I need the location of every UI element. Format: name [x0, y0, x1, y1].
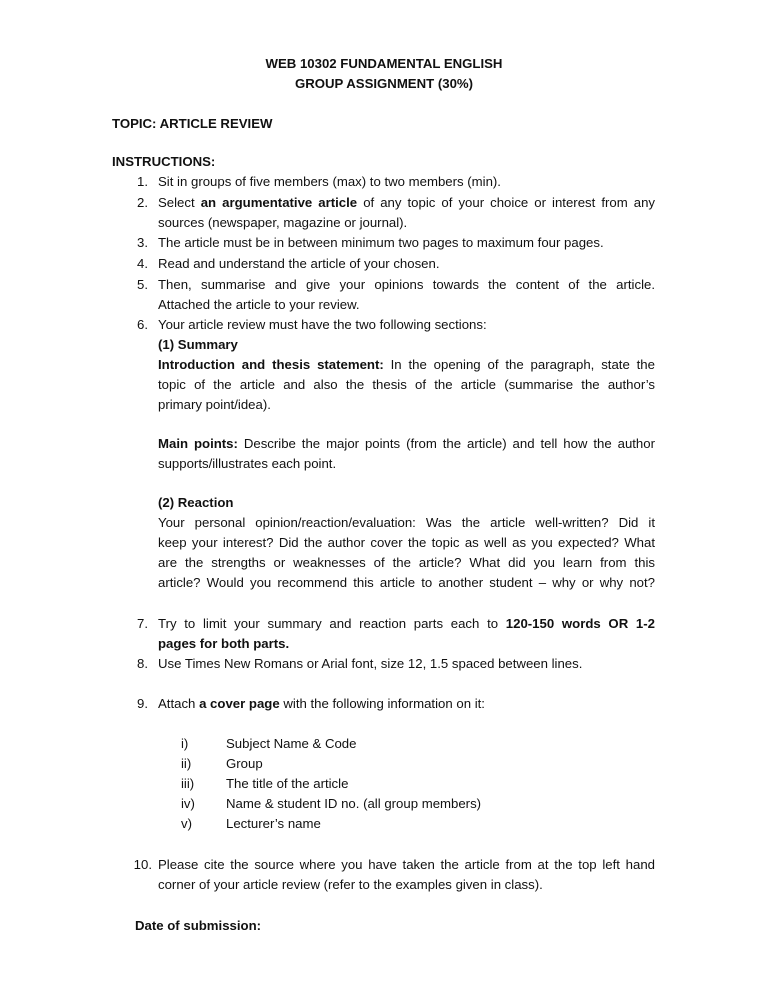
- item-2-bold: an argumentative article: [200, 195, 358, 210]
- cover-list-item: Subject Name & Code: [226, 736, 357, 751]
- instruction-item-1: Sit in groups of five members (max) to two members (min).: [158, 174, 501, 189]
- reaction-line-3: are the strengths or weaknesses of the article? What did you learn from this: [158, 555, 655, 570]
- course-title: WEB 10302 FUNDAMENTAL ENGLISH: [265, 56, 503, 71]
- instruction-item-4: Read and understand the article of your chosen.: [158, 256, 440, 271]
- reaction-line-2: keep your interest? Did the author cover the topic as well as you expected? What: [158, 535, 655, 550]
- instruction-item-2: [158, 193, 655, 213]
- intro-paragraph-line-1: [158, 355, 655, 375]
- cover-list-item: Name & student ID no. (all group members): [226, 796, 482, 811]
- instruction-item-9: [158, 694, 485, 714]
- item-2-text-b: of any topic of your choice or interest from any: [357, 195, 655, 210]
- item-number: 5.: [137, 277, 148, 292]
- instruction-item-5: Then, summarise and give your opinions towards the content of the article.: [158, 277, 655, 292]
- item-9-bold: a cover page: [199, 696, 280, 711]
- cover-list-item: The title of the article: [226, 776, 349, 791]
- item-7-bold: 120-150 words OR 1-2: [505, 616, 655, 631]
- item-number: 1.: [137, 174, 148, 189]
- main-points-text: Describe the major points (from the article) and tell how the author: [237, 436, 655, 451]
- reaction-line-4: article? Would you recommend this article to another student – why or why not?: [158, 575, 655, 590]
- reaction-line-1: Your personal opinion/reaction/evaluation: Was the article well-written? Did it: [158, 515, 655, 530]
- item-9-text-b: with the following information on it:: [279, 696, 485, 711]
- item-number: 6.: [137, 317, 148, 332]
- instruction-item-7-line-2: pages for both parts.: [158, 636, 290, 651]
- item-number: 3.: [137, 235, 148, 250]
- instruction-item-10: Please cite the source where you have taken the article from at the top left hand: [158, 857, 655, 872]
- cover-list-number: i): [181, 736, 189, 751]
- item-number: 7.: [137, 616, 148, 631]
- topic-heading: TOPIC: ARTICLE REVIEW: [112, 116, 273, 131]
- instruction-item-2-line-2: sources (newspaper, magazine or journal).: [158, 215, 408, 230]
- main-points-line-2: supports/illustrates each point.: [158, 456, 337, 471]
- item-number: 4.: [137, 256, 148, 271]
- cover-list-number: iv): [181, 796, 195, 811]
- instruction-item-6: Your article review must have the two following sections:: [158, 317, 487, 332]
- cover-list-item: Lecturer’s name: [226, 816, 321, 831]
- item-number: 10.: [133, 857, 152, 872]
- cover-list-number: ii): [181, 756, 192, 771]
- instruction-item-7: [158, 614, 655, 634]
- cover-list-number: iii): [181, 776, 195, 791]
- intro-text: In the opening of the paragraph, state the: [383, 357, 655, 372]
- intro-label: Introduction and thesis statement:: [158, 357, 384, 372]
- instruction-item-5-line-2: Attached the article to your review.: [158, 297, 360, 312]
- cover-list-number: v): [181, 816, 192, 831]
- main-points-label: Main points:: [158, 436, 238, 451]
- reaction-heading: (2) Reaction: [158, 495, 234, 510]
- item-9-text-a: Attach: [158, 696, 200, 711]
- instruction-item-10-line-2: corner of your article review (refer to the examples given in class).: [158, 877, 543, 892]
- intro-paragraph-line-2: topic of the article and also the thesis of the article (summarise the author’s: [158, 377, 655, 392]
- cover-list-item: Group: [226, 756, 263, 771]
- intro-paragraph-line-3: primary point/idea).: [158, 397, 271, 412]
- item-number: 2.: [137, 195, 148, 210]
- item-2-text-a: Select: [158, 195, 201, 210]
- instructions-heading: INSTRUCTIONS:: [112, 154, 216, 169]
- summary-heading: (1) Summary: [158, 337, 238, 352]
- instruction-item-8: Use Times New Romans or Arial font, size 12, 1.5 spaced between lines.: [158, 656, 583, 671]
- main-points-line-1: [158, 434, 655, 454]
- assignment-title: GROUP ASSIGNMENT (30%): [294, 76, 474, 91]
- instruction-item-3: The article must be in between minimum two pages to maximum four pages.: [158, 235, 604, 250]
- item-number: 9.: [137, 696, 148, 711]
- item-number: 8.: [137, 656, 148, 671]
- item-7-text: Try to limit your summary and reaction parts each to: [158, 616, 506, 631]
- submission-date-label: Date of submission:: [135, 918, 262, 933]
